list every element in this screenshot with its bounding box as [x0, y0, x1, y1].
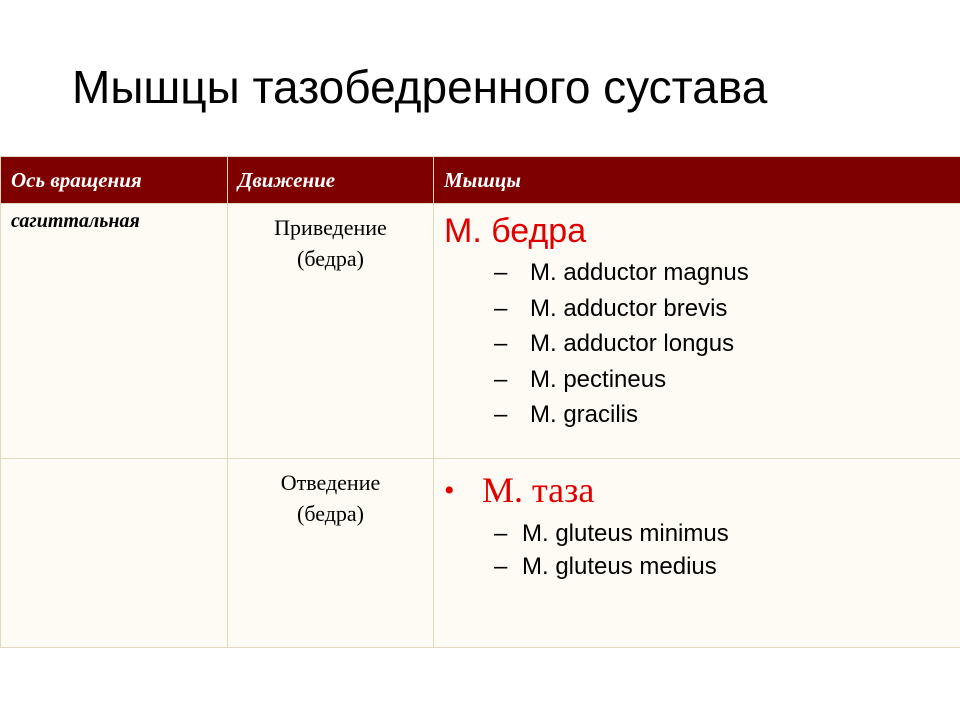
dash-icon: – — [494, 294, 508, 322]
axis-label: сагиттальная — [11, 210, 140, 232]
table-header-row — [1, 157, 960, 204]
muscles-table — [0, 156, 960, 648]
header-muscles: Мышцы — [434, 157, 960, 204]
dash-icon: – — [494, 401, 508, 428]
dash-icon: – — [494, 330, 508, 357]
movement-line2: (бедра) — [297, 246, 364, 271]
axis-cell — [1, 459, 228, 648]
movement-cell — [228, 204, 434, 459]
muscle-name: M. gluteus medius — [522, 553, 717, 580]
dash-icon: – — [494, 520, 508, 547]
movement-line1: Отведение — [280, 470, 381, 495]
muscle-name: M. gluteus minimus — [522, 520, 729, 547]
movement-line1: Приведение — [274, 215, 387, 240]
movement-cell — [228, 459, 434, 648]
axis-cell — [1, 204, 228, 459]
dash-icon: – — [494, 259, 508, 286]
list-item — [434, 550, 960, 583]
muscle-name: M. adductor longus — [530, 330, 735, 357]
muscle-group-title: M. бедра — [444, 212, 587, 250]
muscle-name: M. adductor brevis — [530, 294, 728, 322]
table-row — [1, 204, 960, 459]
list-item — [434, 291, 960, 327]
header-movement: Движение — [228, 157, 434, 204]
muscle-name: M. pectineus — [530, 365, 667, 393]
dash-icon: – — [494, 365, 508, 393]
axis-label — [1, 459, 227, 465]
list-item — [434, 255, 960, 291]
list-item — [434, 397, 960, 433]
page-title: Мышцы тазобедренного сустава — [72, 61, 768, 113]
list-item — [434, 517, 960, 550]
muscle-name: M. gracilis — [530, 401, 639, 428]
muscle-list — [434, 517, 960, 583]
table-row — [1, 459, 960, 648]
muscles-cell — [434, 204, 960, 459]
header-axis: Ось вращения — [1, 157, 228, 204]
bullet-icon: • — [444, 474, 455, 507]
muscle-list — [434, 255, 960, 433]
movement-label — [228, 204, 433, 274]
list-item — [434, 326, 960, 362]
group-title-text: M. таза — [482, 470, 595, 510]
movement-label — [228, 459, 433, 529]
muscles-cell — [434, 459, 960, 648]
muscle-name: M. adductor magnus — [530, 259, 749, 286]
movement-line2: (бедра) — [297, 501, 364, 526]
list-item — [434, 362, 960, 398]
muscle-group-title — [434, 459, 960, 513]
dash-icon: – — [494, 553, 508, 580]
